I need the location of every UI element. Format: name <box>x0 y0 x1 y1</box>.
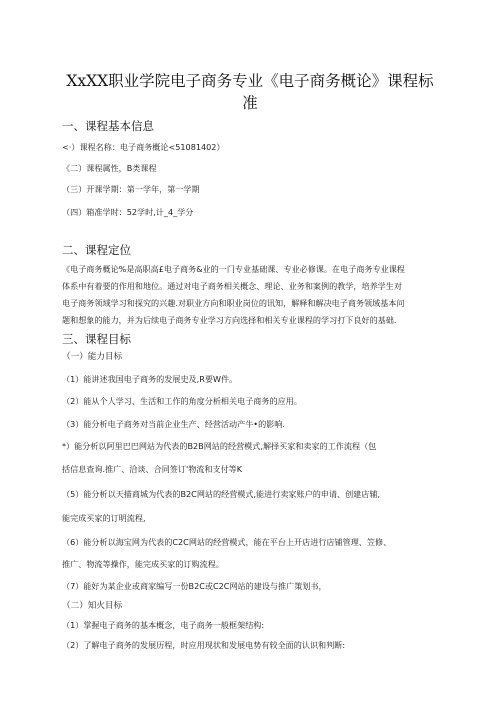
document-title-line-2: 准 <box>242 94 258 112</box>
ability-goals-heading: （一）能力目标 <box>62 352 123 362</box>
ability-goal-6-continued: 推广、物流等操作，能完成买家的订购流程。 <box>62 559 224 569</box>
ability-goal-3: （3）能分析电子商务对当前企业生产、经营活动产牛•的影响. <box>62 419 285 429</box>
section-1-heading: 一、课程基本信息 <box>62 119 154 133</box>
ability-goal-5-continued: 能完成买家的订明流程, <box>62 513 146 523</box>
positioning-line-3: 电子商务领域学习和探究的兴趣.对职业方向和职业岗位的讯知，解释和解决电子商务领域基本问 <box>62 298 405 308</box>
knowledge-goals-heading: （二）知火目标 <box>62 601 123 611</box>
course-attribute-line: 《二）课程属性，B类课程 <box>62 163 157 173</box>
course-semester-line: （三）开课学期：第一学年，第一学期 <box>62 184 200 194</box>
section-2-heading: 二、课程定位 <box>62 243 131 257</box>
section-3-heading: 三、课程目标 <box>62 332 131 346</box>
ability-goal-4-continued: 括信息查询.推广、洽谈、合同签订'物流和支付等K <box>62 464 243 474</box>
ability-goal-7: （7）能好为某企业或商家编写一份B2C或C2C网站的建设与推广策划书， <box>62 581 327 591</box>
knowledge-goal-1: （1）掌握电子商务的基本概念，电子商务一般框架结构: <box>62 620 265 630</box>
course-hours-line: （四）箱准学时：52学时,计_4_学分 <box>62 207 194 217</box>
document-title-line-1: XxXX职业学院电子商务专业《电子商务概论》课程标 <box>66 72 434 90</box>
positioning-line-1: 《电子商务概论%是高职高£电子商务&业的一门专业基础课、专业必修课。在电子商务专业课程 <box>62 264 405 274</box>
ability-goal-1: （1）能讲述我国电子商务的发展史及,R要W件。 <box>62 374 238 384</box>
course-name-line: <·）课程名称：电子商务概论<51081402） <box>62 142 225 152</box>
positioning-line-4: 题和想象的能力，并为后续电子商务专业学习方向选择和相关专业课程的学习打下良好的基础. <box>62 315 397 325</box>
knowledge-goal-2: （2）了解电子商务的发展历程，时应用现状和发展电势有较全面的认识和判断: <box>62 640 346 650</box>
positioning-line-2: 体系中有着要的作用和地位。通过对电子商务相关概念、理论、业务和案例的教学，培养学生对 <box>62 281 402 291</box>
ability-goal-5: （5）能分析以天描商城为代表的B2C网站的经营模式,能进行卖家账户的申请、创建店辅, <box>62 489 381 499</box>
ability-goal-2: （2）能从个人学习、生活和工作的角度分析相关电子商务的应用。 <box>62 396 302 406</box>
ability-goal-4: *）能分析以阿里巴巴网站为代表的B2B网站的经营模式,解择买家和卖家的工作流程（包 <box>62 441 377 451</box>
ability-goal-6: （6）能分析以海宝网为代表的C2C网站的经营模式，能在平台上开店进行店铺管理、笠修、 <box>62 537 392 547</box>
